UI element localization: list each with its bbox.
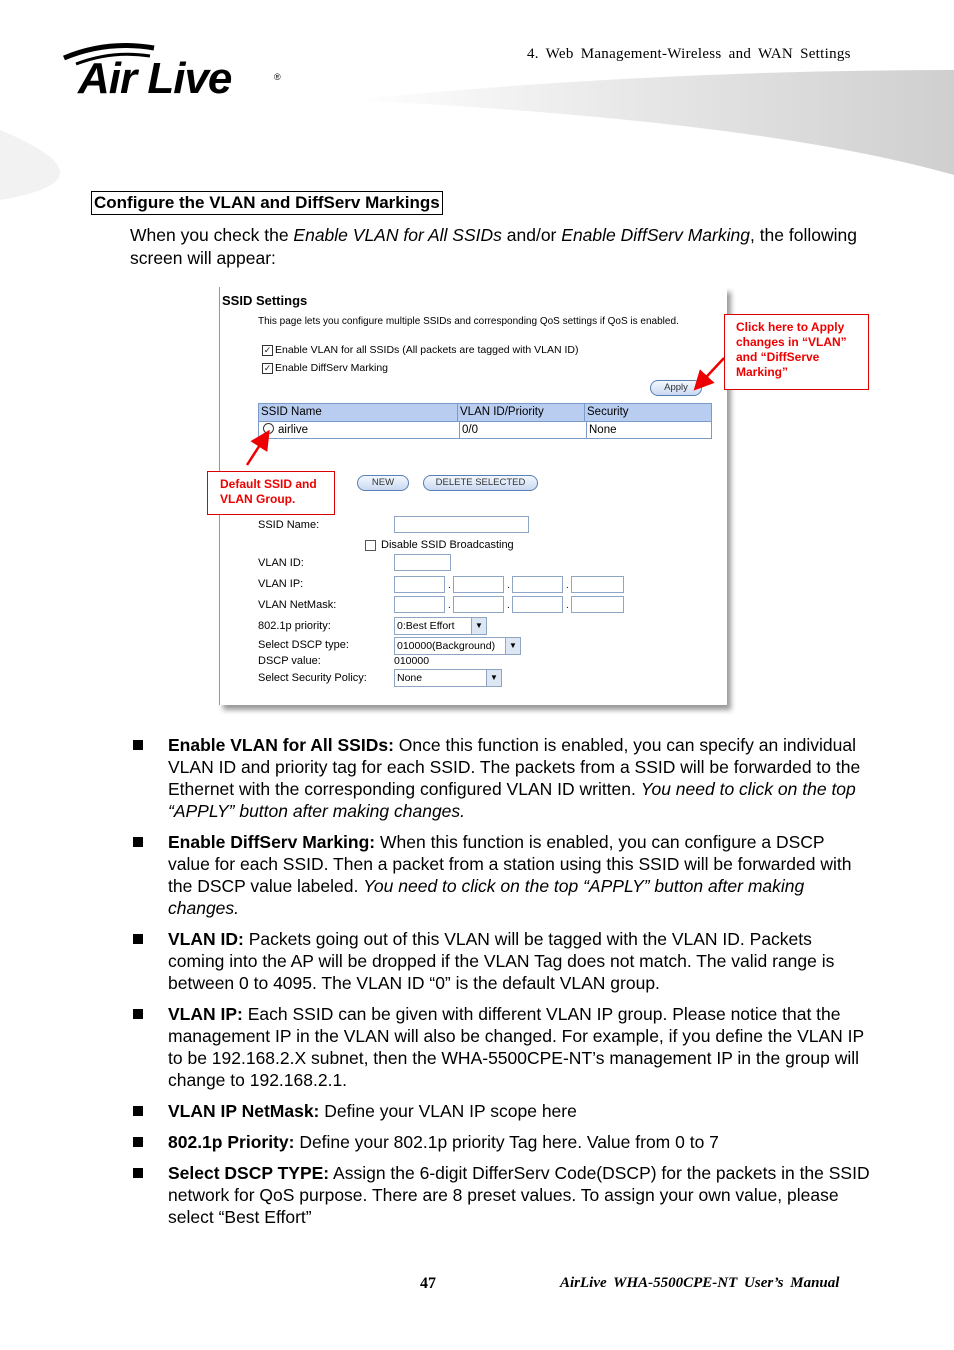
- apply-arrow-icon: [697, 358, 724, 387]
- apply-callout: Click here to Apply changes in “VLAN” and “DiffServe Marking”: [724, 314, 869, 390]
- ssid-settings-description: This page lets you configure multiple SSIDs and corresponding QoS settings if QoS is enabled.: [258, 316, 679, 327]
- chevron-down-icon: ▼: [486, 670, 501, 686]
- section-title: Configure the VLAN and DiffServ Markings: [91, 191, 443, 215]
- vlan-checkbox-label: Enable VLAN for all SSIDs (All packets are tagged with VLAN ID): [275, 344, 579, 356]
- dscp-type-label: Select DSCP type:: [258, 639, 349, 651]
- vlan-id-label: VLAN ID:: [258, 557, 304, 569]
- security-policy-label: Select Security Policy:: [258, 672, 367, 684]
- page-number: 47: [420, 1275, 436, 1292]
- disable-broadcast-label: Disable SSID Broadcasting: [381, 539, 514, 551]
- default-ssid-callout: Default SSID and VLAN Group.: [207, 471, 335, 515]
- chapter-header: 4. Web Management-Wireless and WAN Settings: [527, 46, 851, 62]
- cell-ssid: airlive: [259, 422, 460, 438]
- feature-list: [130, 734, 870, 1237]
- list-item: VLAN IP NetMask: Define your VLAN IP scope here: [130, 1100, 870, 1122]
- bullet-icon: [133, 934, 143, 944]
- bullet-icon: [133, 740, 143, 750]
- vlan-checkbox[interactable]: ✓: [263, 345, 272, 355]
- bullet-icon: [133, 1168, 143, 1178]
- ssid-name-label: SSID Name:: [258, 519, 320, 531]
- col-security: Security: [587, 406, 629, 418]
- cell-security: None: [589, 424, 617, 436]
- col-ssid-name: SSID Name: [259, 404, 458, 421]
- bullet-icon: [133, 1106, 143, 1116]
- list-item: Enable VLAN for All SSIDs: Once this function is enabled, you can specify an individual VLAN ID and priority tag for each SSID. The packets from a SSID will be forwarded to the Ethernet with the corresponding configured VLAN ID written. You need to click on the top “APPLY” button after making changes.: [130, 734, 870, 822]
- intro-paragraph: When you check the Enable VLAN for All SSIDs and/or Enable DiffServ Marking, the following screen will appear:: [130, 225, 857, 268]
- chevron-down-icon: ▼: [505, 638, 520, 654]
- priority-label: 802.1p priority:: [258, 620, 331, 632]
- col-vlan-priority: VLAN ID/Priority: [458, 404, 585, 421]
- diffserv-checkbox[interactable]: ✓: [263, 363, 272, 373]
- new-button[interactable]: NEW: [357, 475, 409, 491]
- vlan-ip-label: VLAN IP:: [258, 578, 304, 590]
- chevron-down-icon: ▼: [471, 618, 486, 634]
- dscp-value: 010000: [394, 655, 430, 667]
- list-item: VLAN ID: Packets going out of this VLAN will be tagged with the VLAN ID. Packets coming into the AP will be dropped if the VLAN Tag does not match. The valid range is between 0 to 4095. The VLAN ID “0” is the default VLAN group.: [130, 928, 870, 994]
- apply-button[interactable]: Apply: [650, 380, 702, 396]
- bullet-icon: [133, 1009, 143, 1019]
- diffserv-checkbox-label: Enable DiffServ Marking: [275, 362, 389, 374]
- cell-vlan: 0/0: [460, 422, 587, 438]
- list-item: VLAN IP: Each SSID can be given with different VLAN IP group. Please notice that the management IP in the VLAN will also be changed. For example, if you define the VLAN IP to be 192.168.2.X subnet, then the WHA-5500CPE-NT’s management IP in the group will change to 192.168.2.1.: [130, 1003, 870, 1091]
- dscp-type-select[interactable]: 010000(Background) ▼: [394, 637, 521, 655]
- ssid-settings-title: SSID Settings: [222, 293, 308, 308]
- list-item: Select DSCP TYPE: Assign the 6-digit DifferServ Code(DSCP) for the packets in the SSID network for QoS purpose. There are 8 preset values. To assign your own value, please select “Best Effort”: [130, 1162, 870, 1228]
- registered-icon: ®: [274, 72, 281, 82]
- list-item: Enable DiffServ Marking: When this function is enabled, you can configure a DSCP value for each SSID. Then a packet from a station using this SSID will be forwarded with the DSCP value labeled. You need to click on the top “APPLY” button after making changes.: [130, 831, 870, 919]
- security-policy-select[interactable]: None ▼: [394, 669, 502, 687]
- bullet-icon: [133, 1137, 143, 1147]
- bullet-icon: [133, 837, 143, 847]
- default-arrow-icon: [247, 434, 267, 465]
- ssid-settings-screenshot: SSID Settings This page lets you configure multiple SSIDs and corresponding QoS settings if QoS is enabled. ✓ Enable VLAN for all SSIDs (All packets are tagged with VLAN ID) ✓ Enable DiffServ Marking Apply SSID Name VLAN ID/Priority Security airlive 0/0 None NEW DELETE SELECTED SSID Name: Disable SSID Broadcasting VLAN ID: VLAN IP: . . . VLAN NetMask: . . . 802.1p priority: 0:Best Effort ▼ Select DSCP type: 010000(Background) ▼ DSCP value: 010000 Select Security Policy: None ▼: [219, 287, 727, 705]
- vlan-netmask-label: VLAN NetMask:: [258, 599, 337, 611]
- dscp-value-label: DSCP value:: [258, 655, 321, 667]
- list-item: 802.1p Priority: Define your 802.1p priority Tag here. Value from 0 to 7: [130, 1131, 870, 1153]
- priority-select[interactable]: 0:Best Effort ▼: [394, 617, 487, 635]
- airlive-logo: Air Live: [78, 54, 232, 103]
- delete-selected-button[interactable]: DELETE SELECTED: [423, 475, 538, 491]
- manual-title: AirLive WHA-5500CPE-NT User’s Manual: [560, 1275, 840, 1291]
